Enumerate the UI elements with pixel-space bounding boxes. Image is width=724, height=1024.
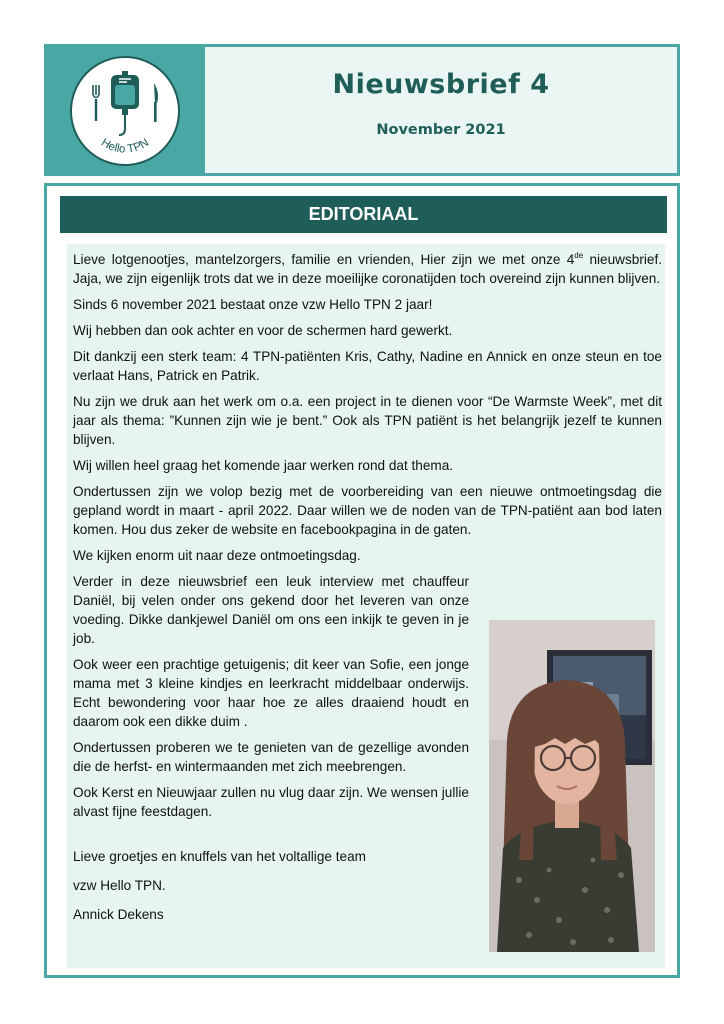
paragraph: Lieve lotgenootjes, mantelzorgers, familie en vrienden, Hier zijn we met onze 4de nieuwsbrief. Jaja, we zijn eigenlijk trots dat we in deze moeilijke coronatijden toch overeind zijn kunnen blijven. — [73, 251, 663, 286]
signature-greeting: Lieve groetjes en knuffels van het voltallige team — [73, 849, 366, 864]
newsletter-title: Nieuwsbrief 4 — [332, 69, 550, 100]
title-area — [205, 47, 677, 173]
paragraph: Wij willen heel graag het komende jaar werken rond dat thema. — [73, 458, 454, 473]
paragraph: Ook Kerst en Nieuwjaar zullen nu vlug daar zijn. We wensen jullie alvast fijne feestdagen. — [73, 785, 469, 819]
signature-org: vzw Hello TPN. — [73, 878, 166, 893]
section-title: EDITORIAAL — [60, 196, 667, 233]
newsletter-header — [44, 44, 680, 176]
paragraph: Wij hebben dan ook achter en voor de schermen hard gewerkt. — [73, 323, 453, 338]
portrait-illustration — [489, 620, 655, 952]
paragraph: Sinds 6 november 2021 bestaat onze vzw Hello TPN 2 jaar! — [73, 297, 433, 312]
logo-panel — [47, 47, 205, 173]
portrait-photo — [489, 620, 655, 952]
paragraph: We kijken enorm uit naar deze ontmoetingsdag. — [73, 548, 361, 563]
signature-name: Annick Dekens — [73, 907, 164, 922]
newsletter-date: November 2021 — [376, 122, 506, 138]
logo-text: Hello TPN — [98, 136, 152, 156]
paragraph: Verder in deze nieuwsbrief een leuk interview met chauffeur Daniël, bij velen onder ons gekend door het leveren van onze voeding. Dikke dankjewel Daniël om ons een inkijk te geven in je job. — [73, 574, 469, 646]
paragraph: Dit dankzij een sterk team: 4 TPN-patiënten Kris, Cathy, Nadine en Annick en onze steun en toe verlaat Hans, Patrick en Patrik. — [73, 349, 662, 383]
hello-tpn-logo — [69, 55, 181, 167]
paragraph: Ook weer een prachtige getuigenis; dit keer van Sofie, een jonge mama met 3 kleine kindjes en leerkracht middelbaar onderwijs. Echt bewondering voor haar hoe ze alles draaiend houdt en daarom ook een dikke duim . — [73, 657, 469, 729]
paragraph: Ondertussen zijn we volop bezig met de voorbereiding van een nieuwe ontmoetingsdag die gepland wordt in maart - april 2022. Daar willen we de noden van de TPN-patiënt aan bod laten komen. Hou dus zeker de website en facebookpagina in de gaten. — [73, 484, 662, 537]
paragraph: Ondertussen proberen we te genieten van de gezellige avonden die de herfst- en wintermaanden met zich meebrengen. — [73, 740, 469, 774]
paragraph: Nu zijn we druk aan het werk om o.a. een project in te dienen voor “De Warmste Week”, met dit jaar als thema: ”Kunnen zijn wie je bent.” Ook als TPN patiënt is het belangrijk jezelf te kunnen blijven. — [73, 394, 662, 447]
